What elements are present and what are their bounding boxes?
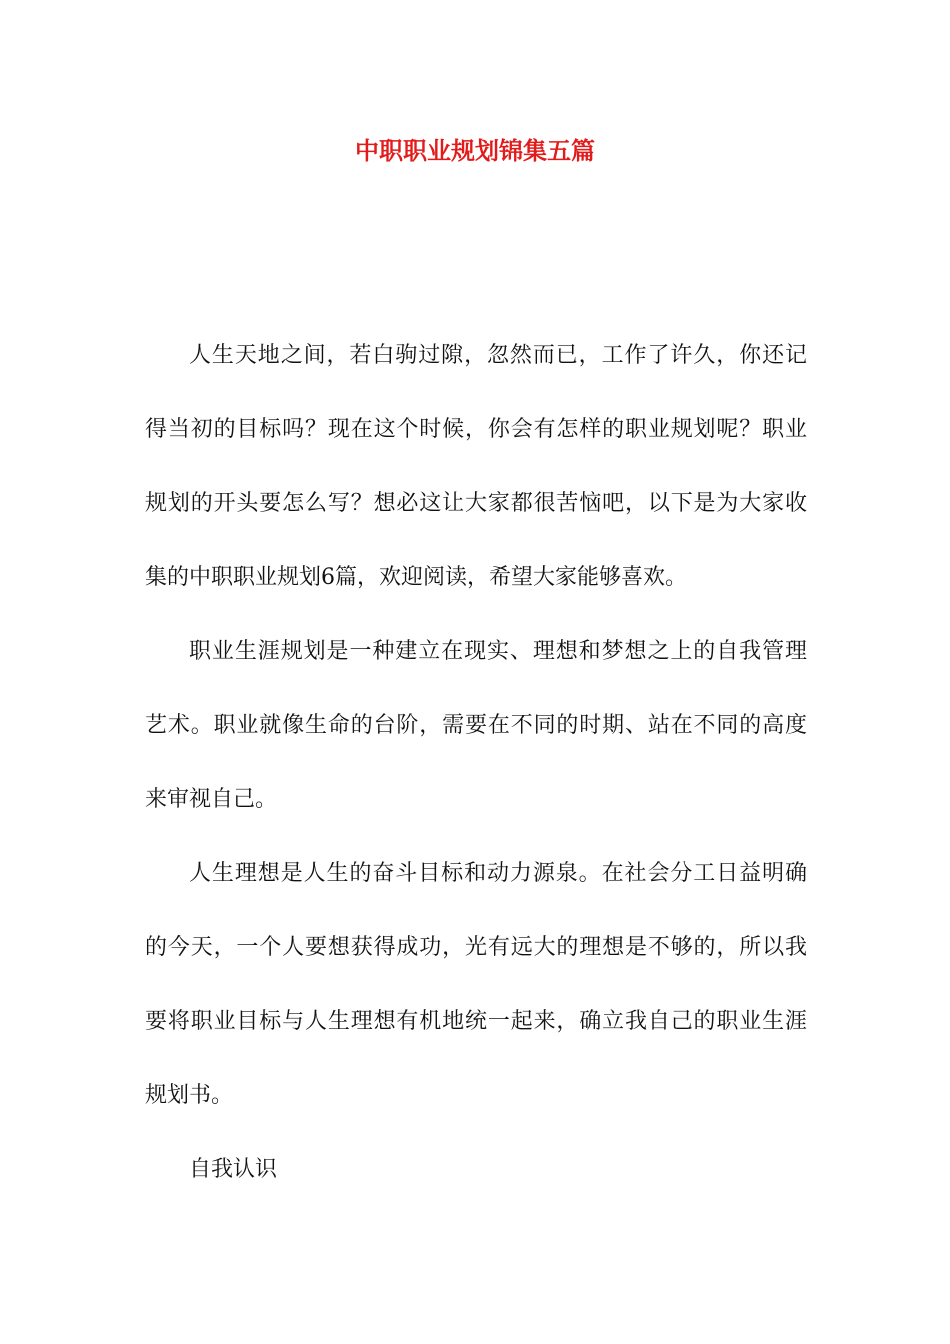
paragraph-intro (145, 319, 807, 615)
section-heading-self-knowledge (145, 1133, 807, 1207)
text-line: 得当初的目标吗？现在这个时候，你会有怎样的职业规划呢？职业 (145, 417, 807, 442)
document-body (145, 319, 807, 1207)
text-line: 集的中职职业规划6篇，欢迎阅读，希望大家能够喜欢。 (145, 565, 687, 590)
text-line: 的今天，一个人要想获得成功，光有远大的理想是不够的，所以我 (145, 935, 807, 960)
paragraph-career-art (145, 615, 807, 837)
text-line: 规划的开头要怎么写？想必这让大家都很苦恼吧，以下是为大家收 (145, 491, 807, 516)
text-line: 艺术。职业就像生命的台阶，需要在不同的时期、站在不同的高度 (145, 713, 807, 738)
document-title: 中职职业规划锦集五篇 (355, 136, 595, 165)
text-line: 人生理想是人生的奋斗目标和动力源泉。在社会分工日益明确 (189, 861, 807, 886)
paragraph-life-ideal (145, 837, 807, 1133)
text-line: 人生天地之间，若白驹过隙，忽然而已，工作了许久，你还记 (189, 343, 807, 368)
text-line: 自我认识 (189, 1157, 278, 1182)
text-line: 规划书。 (145, 1083, 234, 1108)
text-line: 职业生涯规划是一种建立在现实、理想和梦想之上的自我管理 (189, 639, 807, 664)
text-line: 来审视自己。 (145, 787, 278, 812)
text-line: 要将职业目标与人生理想有机地统一起来，确立我自己的职业生涯 (145, 1009, 807, 1034)
